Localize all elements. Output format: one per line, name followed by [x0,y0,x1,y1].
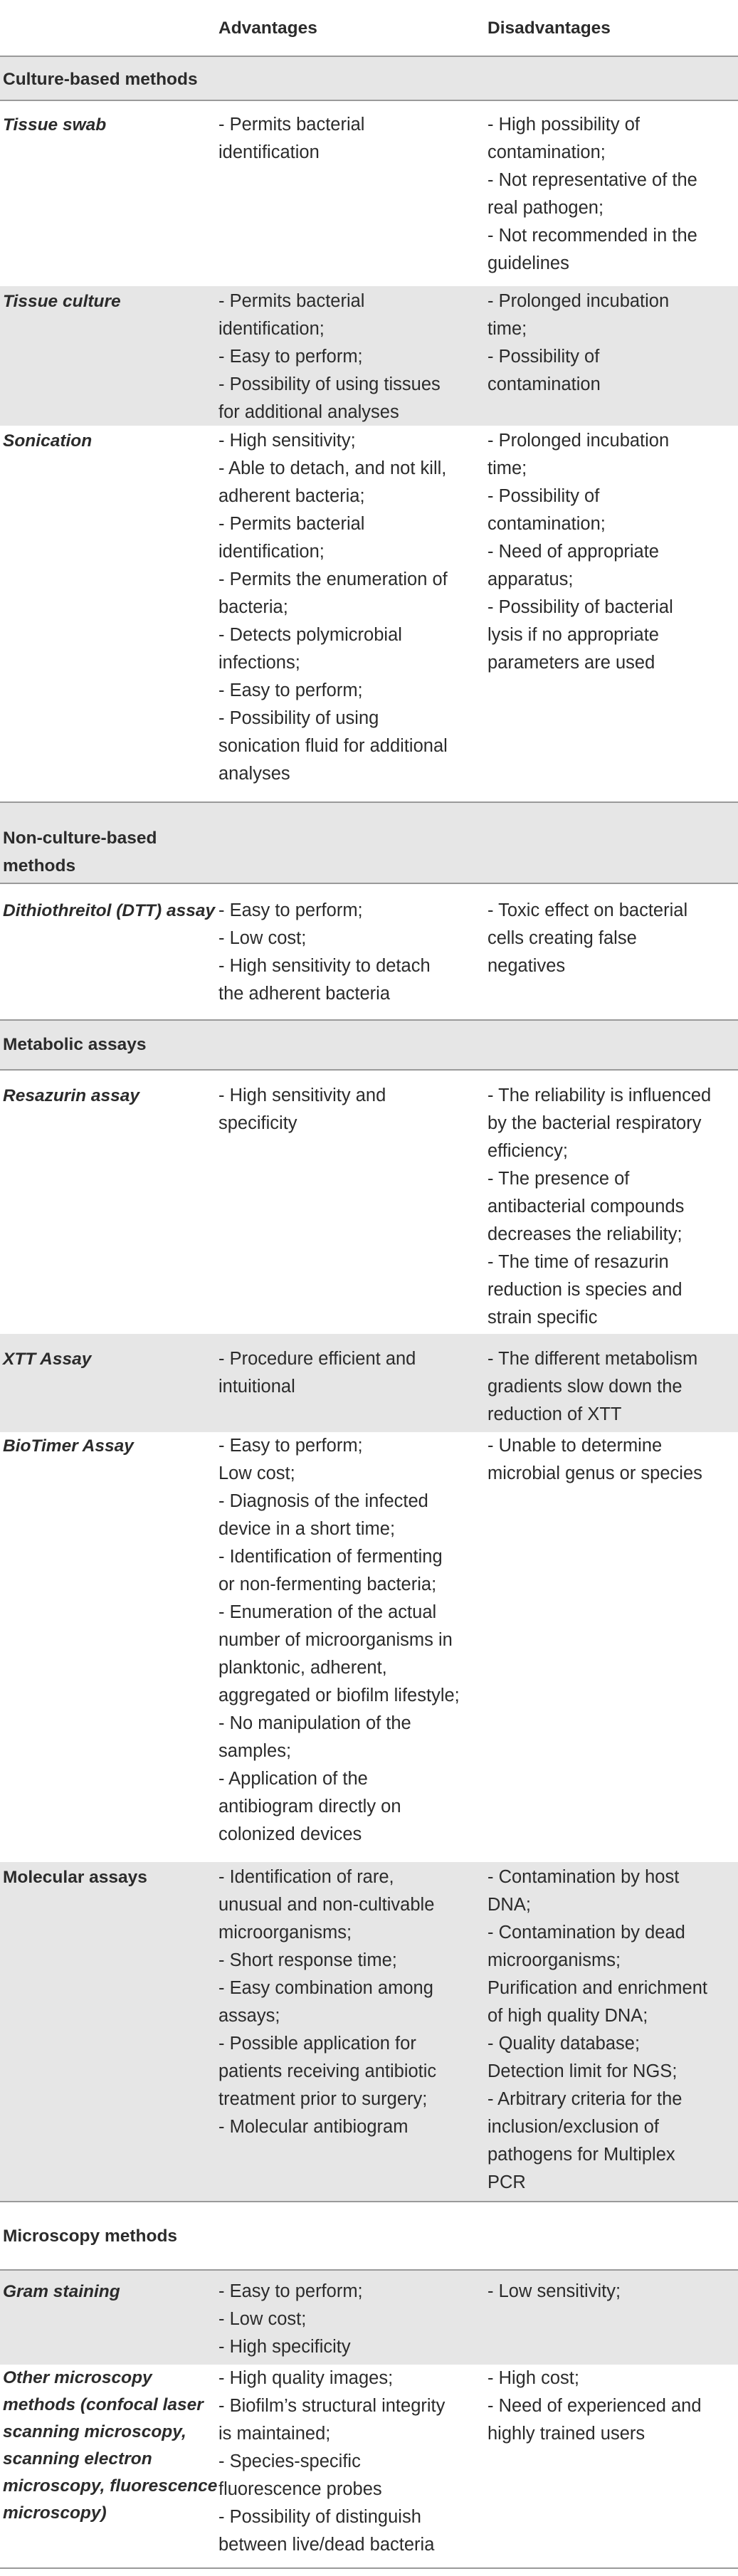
disadvantages-line: - Low sensitivity; [487,2281,621,2301]
advantages-line: - Easy to perform; [218,680,363,700]
disadvantages-cell [487,2365,729,2448]
section-row-metabolic [0,1019,738,1069]
advantages-line: identification; [218,319,325,339]
method-cell [3,288,216,315]
disadvantages-cell [487,897,729,980]
table-header-row [0,0,738,56]
disadvantages-line: - Possibility of [487,347,600,367]
disadvantages-line: - Possibility of [487,486,600,506]
advantages-line: identification [218,142,320,162]
table-row-molecular [0,1862,738,2201]
advantages-line: patients receiving antibiotic [218,2061,437,2081]
disadvantages-line: reduction is species and [487,1280,682,1300]
advantages-line: antibiogram directly on [218,1797,401,1817]
advantages-line: - Easy to perform; [218,347,363,367]
advantages-line: samples; [218,1741,292,1761]
method-label: microscopy, fluorescence [3,2476,218,2496]
advantages-line: - High sensitivity and [218,1085,386,1105]
method-label: scanning microscopy, [3,2422,186,2441]
method-label: Tissue swab [3,115,107,135]
disadvantages-line: - Need of appropriate [487,542,659,562]
method-label: Gram staining [3,2282,120,2301]
advantages-line: microorganisms; [218,1923,352,1942]
advantages-line: - Easy to perform; [218,900,363,920]
disadvantages-line: microbial genus or species [487,1463,702,1483]
disadvantages-line: DNA; [487,1895,531,1915]
disadvantages-line: - The presence of [487,1169,630,1189]
advantages-line: - Application of the [218,1769,368,1789]
disadvantages-line: parameters are used [487,653,655,673]
method-label: Resazurin assay [3,1086,140,1105]
advantages-line: colonized devices [218,1824,362,1844]
advantages-cell [218,897,482,1008]
advantages-cell [218,427,482,788]
method-label: Molecular assays [3,1868,147,1887]
disadvantages-line: contamination; [487,514,606,534]
advantages-cell [218,1082,482,1137]
disadvantages-line: of high quality DNA; [487,2006,648,2026]
table-row-sonication [0,426,738,801]
advantages-line: for additional analyses [218,402,399,422]
advantages-line: - Permits the enumeration of [218,569,448,589]
disadvantages-line: reduction of XTT [487,1404,622,1424]
section-title-culture: Culture-based methods [3,70,198,89]
disadvantages-line: inclusion/exclusion of [487,2117,659,2137]
section-title-nonculture [3,824,157,880]
disadvantages-line: Detection limit for NGS; [487,2061,678,2081]
advantages-line: - High sensitivity; [218,431,356,451]
disadvantages-line: pathogens for Multiplex [487,2145,675,2165]
advantages-line: device in a short time; [218,1519,396,1539]
method-label: methods (confocal laser [3,2395,204,2414]
advantages-cell [218,1432,482,1849]
advantages-line: sonication fluid for additional [218,736,448,756]
advantages-line: treatment prior to surgery; [218,2089,428,2109]
method-label: microscopy) [3,2503,107,2523]
table-row-biotimer [0,1432,738,1862]
advantages-line: fluorescence probes [218,2479,382,2499]
table-row-xtt [0,1334,738,1432]
disadvantages-line: - Toxic effect on bacterial [487,900,688,920]
method-label: Dithiothreitol (DTT) assay [3,901,216,920]
disadvantages-line: contamination [487,374,601,394]
advantages-line: - Molecular antibiogram [218,2117,408,2137]
advantages-line: aggregated or biofilm lifestyle; [218,1686,460,1705]
section-row-microscopy [0,2201,738,2269]
disadvantages-line: by the bacterial respiratory [487,1113,702,1133]
disadvantages-line: - Prolonged incubation [487,291,670,311]
disadvantages-line: time; [487,319,527,339]
disadvantages-cell [487,1863,729,2197]
disadvantages-line: - The different metabolism [487,1349,698,1369]
section-row-nonculture [0,801,738,883]
disadvantages-line: contamination; [487,142,606,162]
disadvantages-line: - Unable to determine [487,1436,663,1456]
advantages-line: adherent bacteria; [218,486,365,506]
section-row-culture [0,56,738,100]
method-label: BioTimer Assay [3,1436,134,1456]
advantages-line: - Procedure efficient and [218,1349,416,1369]
advantages-line: - Permits bacterial [218,115,365,135]
table-row-tissue-culture [0,286,738,426]
disadvantages-cell [487,1432,729,1488]
disadvantages-line: - Contamination by dead [487,1923,685,1942]
advantages-cell [218,1345,482,1401]
advantages-line: - No manipulation of the [218,1713,411,1733]
table-row-tissue-swab [0,100,738,286]
advantages-cell [218,2278,482,2361]
advantages-line: - Possibility of using [218,708,379,728]
section-title-metabolic: Metabolic assays [3,1035,147,1054]
advantages-line: bacteria; [218,597,288,617]
advantages-line: planktonic, adherent, [218,1658,387,1678]
method-label: Other microscopy [3,2368,152,2387]
disadvantages-line: Purification and enrichment [487,1978,708,1998]
disadvantages-line: guidelines [487,253,569,273]
table-row-resazurin [0,1069,738,1334]
advantages-line: intuitional [218,1377,295,1397]
advantages-line: - Able to detach, and not kill, [218,458,447,478]
advantages-line: specificity [218,1113,297,1133]
disadvantages-line: - Need of experienced and [487,2396,702,2416]
advantages-line: between live/dead bacteria [218,2535,435,2555]
method-label: Sonication [3,431,93,451]
advantages-line: - Diagnosis of the infected [218,1491,428,1511]
header-disadvantages: Disadvantages [487,19,611,38]
header-advantages: Advantages [218,19,317,38]
disadvantages-line: - Quality database; [487,2034,641,2054]
disadvantages-line: efficiency; [487,1141,568,1161]
disadvantages-line: real pathogen; [487,198,604,218]
advantages-cell [218,1863,482,2141]
advantages-line: - Permits bacterial [218,291,365,311]
advantages-line: - Species-specific [218,2451,361,2471]
advantages-line: - High quality images; [218,2368,394,2388]
disadvantages-line: - High possibility of [487,115,640,135]
advantages-line: - Possibility of using tissues [218,374,441,394]
advantages-cell [218,2365,482,2559]
advantages-line: Low cost; [218,1463,295,1483]
disadvantages-cell [487,111,729,278]
method-cell [3,111,216,139]
disadvantages-line: - High cost; [487,2368,579,2388]
disadvantages-line: apparatus; [487,569,574,589]
method-cell [3,897,216,925]
disadvantages-cell [487,288,729,399]
method-cell [3,1863,216,1891]
method-cell [3,1432,216,1460]
advantages-line: assays; [218,2006,280,2026]
disadvantages-line: decreases the reliability; [487,1224,682,1244]
advantages-cell [218,111,482,167]
method-cell [3,427,216,455]
method-cell [3,1345,216,1373]
advantages-line: unusual and non-cultivable [218,1895,435,1915]
disadvantages-line: strain specific [487,1308,598,1328]
advantages-line: is maintained; [218,2424,331,2444]
table-row-other-microscopy [0,2365,738,2567]
disadvantages-line: - Arbitrary criteria for the [487,2089,682,2109]
disadvantages-line: lysis if no appropriate [487,625,659,645]
advantages-line: - Detects polymicrobial [218,625,402,645]
method-label: XTT Assay [3,1350,92,1369]
method-cell [3,2278,216,2306]
disadvantages-line: PCR [487,2172,526,2192]
disadvantages-line: - Not recommended in the [487,226,697,246]
table-bottom-rule [0,2567,738,2569]
method-cell [3,2365,216,2527]
advantages-line: infections; [218,653,300,673]
disadvantages-cell [487,1082,729,1332]
advantages-line: analyses [218,764,290,784]
advantages-line: - Easy to perform; [218,1436,363,1456]
disadvantages-line: - Prolonged incubation [487,431,670,451]
disadvantages-line: - The time of resazurin [487,1252,669,1272]
disadvantages-line: gradients slow down the [487,1377,682,1397]
method-label: scanning electron [3,2449,152,2469]
method-cell [3,1082,216,1110]
advantages-line: - High specificity [218,2337,351,2357]
disadvantages-line: highly trained users [487,2424,645,2444]
method-label: Tissue culture [3,292,121,311]
disadvantages-line: microorganisms; [487,1950,621,1970]
disadvantages-line: - Contamination by host [487,1867,680,1887]
advantages-line: - High sensitivity to detach [218,956,431,976]
disadvantages-line: - Not representative of the [487,170,697,190]
disadvantages-line: negatives [487,956,566,976]
disadvantages-line: cells creating false [487,928,637,948]
advantages-line: - Identification of rare, [218,1867,394,1887]
table-row-dtt [0,883,738,1019]
advantages-line: - Possibility of distinguish [218,2507,421,2527]
disadvantages-cell [487,427,729,677]
disadvantages-line: - Possibility of bacterial [487,597,673,617]
advantages-line: - Easy combination among [218,1978,433,1998]
advantages-line: or non-fermenting bacteria; [218,1574,437,1594]
disadvantages-line: - The reliability is influenced [487,1085,712,1105]
advantages-line: identification; [218,542,325,562]
advantages-line: - Low cost; [218,928,307,948]
disadvantages-cell [487,2278,729,2306]
advantages-line: number of microorganisms in [218,1630,453,1650]
disadvantages-line: antibacterial compounds [487,1197,685,1216]
section-title-line: Non-culture-based [3,829,157,848]
section-title-microscopy: Microscopy methods [3,2227,178,2246]
advantages-line: - Possible application for [218,2034,416,2054]
advantages-line: - Permits bacterial [218,514,365,534]
advantages-line: - Biofilm’s structural integrity [218,2396,446,2416]
advantages-line: the adherent bacteria [218,984,391,1004]
advantages-line: - Enumeration of the actual [218,1602,437,1622]
advantages-line: - Identification of fermenting [218,1547,443,1567]
table-row-gram [0,2269,738,2365]
disadvantages-line: time; [487,458,527,478]
disadvantages-cell [487,1345,729,1429]
section-title-line: methods [3,856,76,876]
advantages-cell [218,288,482,426]
advantages-line: - Easy to perform; [218,2281,363,2301]
advantages-line: - Short response time; [218,1950,397,1970]
advantages-line: - Low cost; [218,2309,307,2329]
